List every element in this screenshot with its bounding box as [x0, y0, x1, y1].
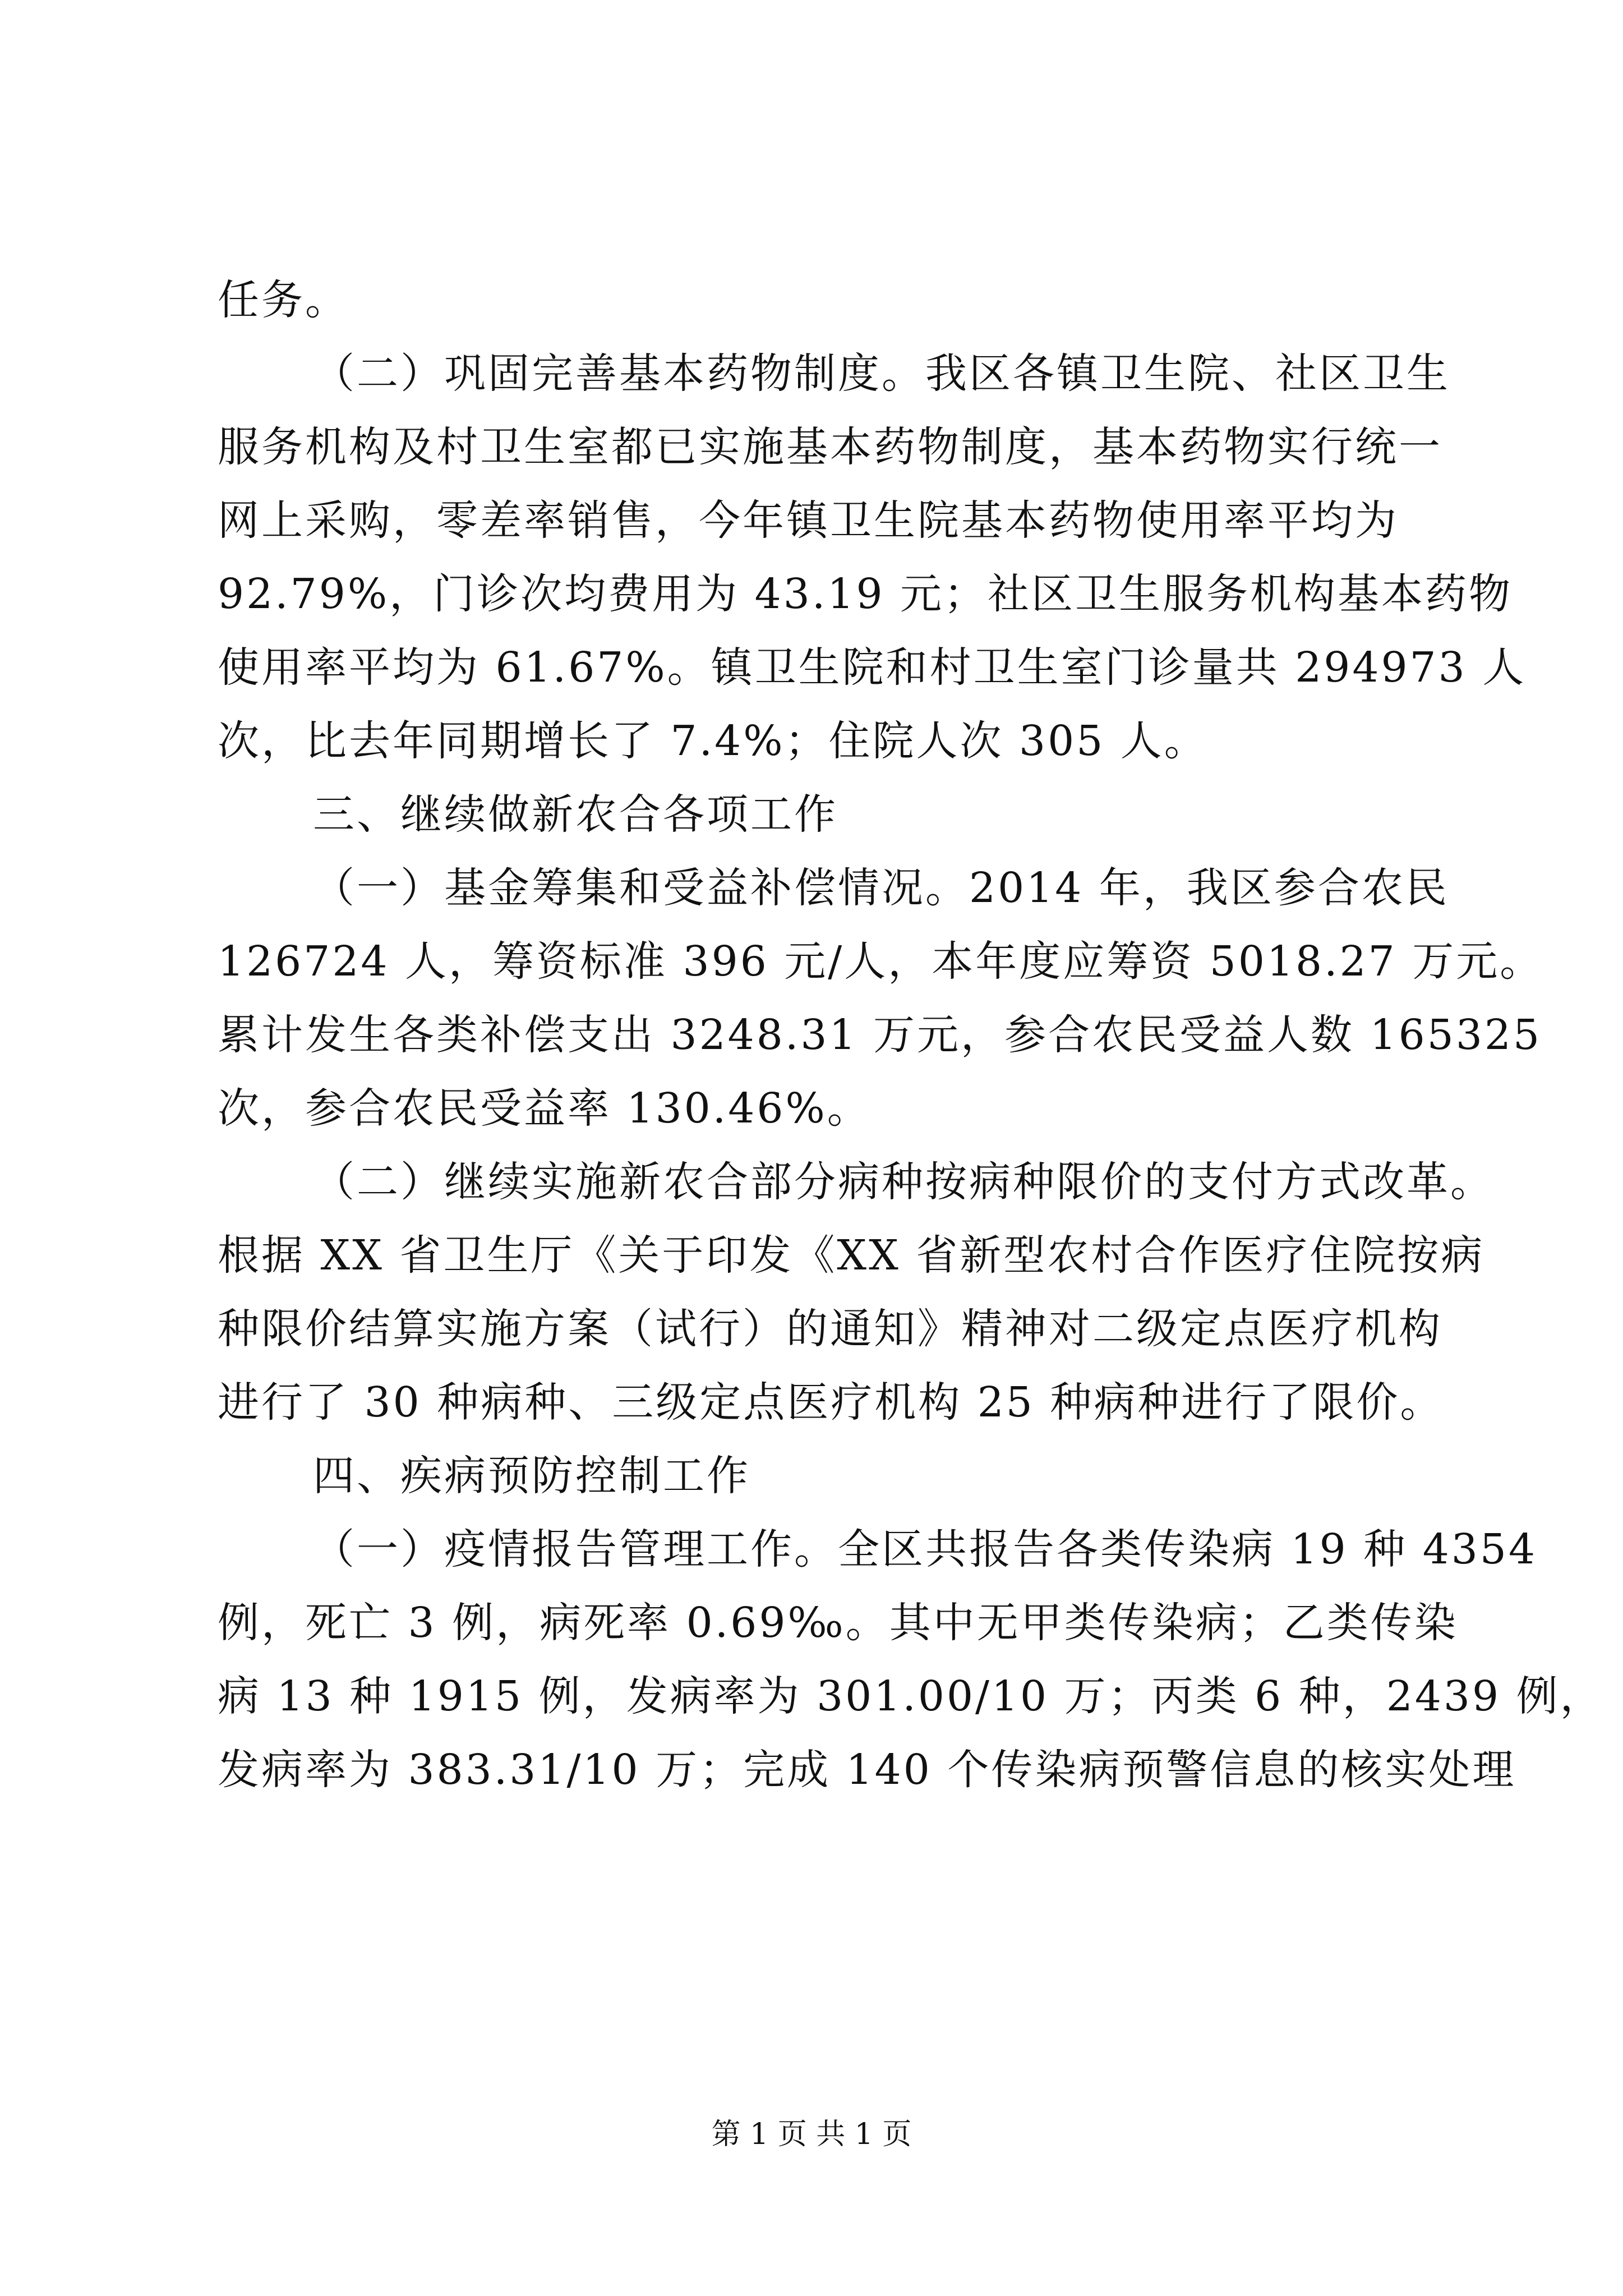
text-line: 92.79%，门诊次均费用为 43.19 元；社区卫生服务机构基本药物	[218, 570, 1513, 618]
text-line: 服务机构及村卫生室都已实施基本药物制度，基本药物实行统一	[218, 423, 1442, 471]
section-heading: 四、疾病预防控制工作	[313, 1452, 750, 1500]
text-line: 根据 XX 省卫生厅《关于印发《XX 省新型农村合作医疗住院按病	[218, 1231, 1485, 1280]
text-line: （一）基金筹集和受益补偿情况。2014 年，我区参合农民	[313, 864, 1449, 912]
text-line: 例，死亡 3 例，病死率 0.69‰。其中无甲类传染病；乙类传染	[218, 1599, 1458, 1647]
page-number-label: 第 1 页 共 1 页	[711, 2118, 912, 2151]
text-line: （二）继续实施新农合部分病种按病种限价的支付方式改革。	[313, 1158, 1494, 1206]
text-line: 126724 人，筹资标准 396 元/人，本年度应筹资 5018.27 万元。	[218, 937, 1544, 986]
text-line: 次，比去年同期增长了 7.4%；住院人次 305 人。	[218, 717, 1208, 765]
text-line: （二）巩固完善基本药物制度。我区各镇卫生院、社区卫生	[313, 349, 1450, 398]
text-line: 使用率平均为 61.67%。镇卫生院和村卫生室门诊量共 294973 人	[218, 643, 1527, 692]
text-line: 种限价结算实施方案（试行）的通知》精神对二级定点医疗机构	[218, 1305, 1442, 1353]
document-body	[218, 264, 1604, 1807]
text-line: 网上采购，零差率销售，今年镇卫生院基本药物使用率平均为	[218, 496, 1399, 545]
text-line: 进行了 30 种病种、三级定点医疗机构 25 种病种进行了限价。	[218, 1378, 1444, 1427]
text-line: 任务。	[218, 276, 349, 324]
text-line: 累计发生各类补偿支出 3248.31 万元，参合农民受益人数 165325	[218, 1011, 1542, 1059]
page-footer	[0, 2115, 1623, 2154]
text-line: 病 13 种 1915 例，发病率为 301.00/10 万；丙类 6 种，2439 例，	[218, 1672, 1604, 1720]
text-line: 次，参合农民受益率 130.46%。	[218, 1084, 871, 1133]
text-line: 发病率为 383.31/10 万；完成 140 个传染病预警信息的核实处理	[218, 1746, 1516, 1794]
text-line: （一）疫情报告管理工作。全区共报告各类传染病 19 种 4354	[313, 1525, 1538, 1573]
section-heading: 三、继续做新农合各项工作	[313, 790, 838, 839]
